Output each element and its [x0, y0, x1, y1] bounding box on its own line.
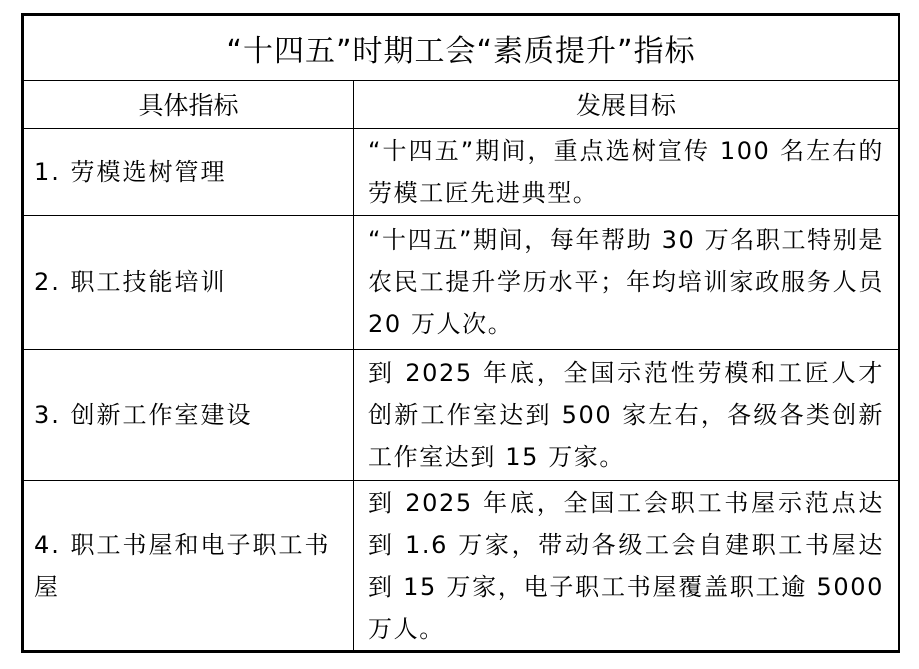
indicator-cell: 1. 劳模选树管理: [24, 128, 354, 215]
table-row: [24, 349, 899, 481]
indicator-table: [23, 15, 899, 651]
indicator-table-frame: [21, 13, 900, 653]
goal-cell: “十四五”期间，重点选树宣传 100 名左右的劳模工匠先进典型。: [354, 128, 899, 215]
column-header-goal: 发展目标: [354, 81, 899, 128]
indicator-cell: 2. 职工技能培训: [24, 215, 354, 349]
column-header-indicator: 具体指标: [24, 81, 354, 128]
header-row: [24, 81, 899, 128]
goal-cell: 到 2025 年底，全国工会职工书屋示范点达到 1.6 万家，带动各级工会自建职工书屋达到 15 万家，电子职工书屋覆盖职工逾 5000 万人。: [354, 481, 899, 651]
table-row: [24, 481, 899, 651]
indicator-cell: 4. 职工书屋和电子职工书屋: [24, 481, 354, 651]
indicator-cell: 3. 创新工作室建设: [24, 349, 354, 481]
table-row: [24, 215, 899, 349]
table-row: [24, 128, 899, 215]
goal-cell: “十四五”期间，每年帮助 30 万名职工特别是农民工提升学历水平；年均培训家政服务人员 20 万人次。: [354, 215, 899, 349]
title-row: [24, 16, 899, 81]
table-title: “十四五”时期工会“素质提升”指标: [24, 16, 899, 81]
goal-cell: 到 2025 年底，全国示范性劳模和工匠人才创新工作室达到 500 家左右，各级各类创新工作室达到 15 万家。: [354, 349, 899, 481]
